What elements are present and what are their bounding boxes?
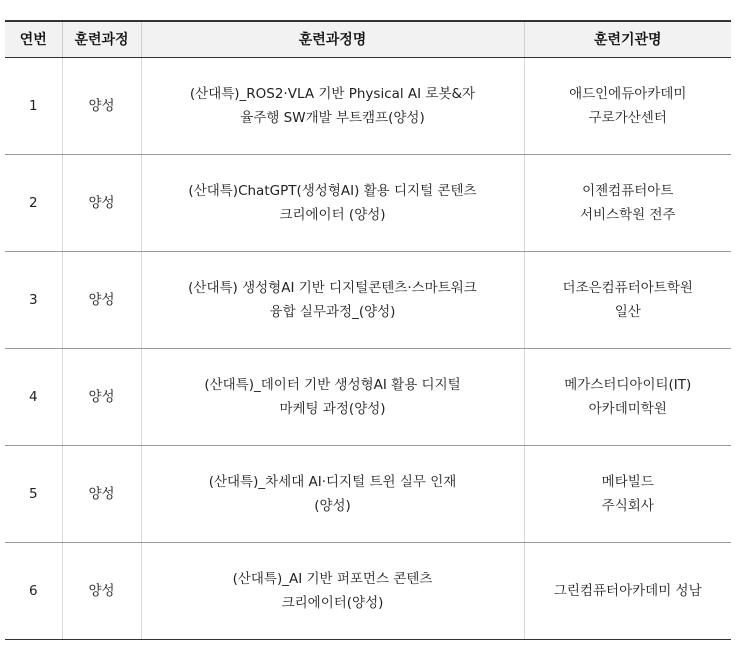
course-name-line: (양성)	[314, 497, 351, 514]
institution-line: 그린컴퓨터아카데미 성남	[553, 582, 702, 599]
institution-line: 구로가산센터	[588, 109, 667, 126]
cell-course-name	[141, 348, 524, 445]
cell-institution	[524, 154, 731, 251]
institution-line: 이젠컴퓨터아트	[582, 182, 674, 199]
course-name-line: 율주행 SW개발 부트캠프(양성)	[240, 109, 425, 126]
cell-no: 2	[5, 154, 62, 251]
cell-no: 4	[5, 348, 62, 445]
cell-institution	[524, 348, 731, 445]
cell-institution	[524, 542, 731, 639]
cell-type: 양성	[62, 542, 141, 639]
institution-line: 더조은컴퓨터아트학원	[562, 279, 693, 296]
header-row	[5, 21, 731, 57]
cell-course-name	[141, 445, 524, 542]
course-name-line: (산대특)_AI 기반 퍼포먼스 콘텐츠	[232, 570, 433, 587]
course-name-line: (산대특)_ROS2·VLA 기반 Physical AI 로봇&자	[189, 85, 476, 102]
cell-no: 5	[5, 445, 62, 542]
table-row	[5, 542, 731, 639]
cell-institution	[524, 57, 731, 154]
cell-institution	[524, 251, 731, 348]
header-institution: 훈련기관명	[524, 21, 731, 57]
cell-type: 양성	[62, 445, 141, 542]
course-name-line: (산대특) 생성형AI 기반 디지털콘텐츠·스마트워크	[188, 279, 477, 296]
training-course-table-wrapper	[5, 20, 731, 640]
institution-line: 일산	[614, 303, 641, 320]
institution-line: 애드인에듀아카데미	[569, 85, 687, 102]
institution-line: 서비스학원 전주	[579, 206, 676, 223]
table-row	[5, 154, 731, 251]
table-row	[5, 445, 731, 542]
cell-type: 양성	[62, 251, 141, 348]
cell-no: 1	[5, 57, 62, 154]
table-row	[5, 348, 731, 445]
cell-institution	[524, 445, 731, 542]
cell-course-name	[141, 57, 524, 154]
cell-course-name	[141, 154, 524, 251]
cell-no: 6	[5, 542, 62, 639]
cell-course-name	[141, 542, 524, 639]
institution-line: 메타빌드	[601, 473, 654, 490]
institution-line: 아카데미학원	[588, 400, 667, 417]
table-body	[5, 57, 731, 639]
cell-type: 양성	[62, 57, 141, 154]
course-name-line: (산대특)ChatGPT(생성형AI) 활용 디지털 콘텐츠	[188, 182, 477, 199]
table-row	[5, 251, 731, 348]
cell-type: 양성	[62, 154, 141, 251]
course-name-line: 크리에이터(양성)	[281, 594, 384, 611]
cell-no: 3	[5, 251, 62, 348]
training-course-table	[5, 20, 731, 640]
table-header	[5, 21, 731, 57]
header-course-name: 훈련과정명	[141, 21, 524, 57]
institution-line: 주식회사	[601, 497, 654, 514]
cell-course-name	[141, 251, 524, 348]
table-row	[5, 57, 731, 154]
course-name-line: 융합 실무과정_(양성)	[269, 303, 396, 320]
cell-type: 양성	[62, 348, 141, 445]
course-name-line: (산대특)_데이터 기반 생성형AI 활용 디지털	[204, 376, 461, 393]
course-name-line: 크리에이터 (양성)	[279, 206, 386, 223]
institution-line: 메가스터디아이티(IT)	[564, 376, 692, 393]
header-no: 연번	[5, 21, 62, 57]
course-name-line: 마케팅 과정(양성)	[279, 400, 386, 417]
header-type: 훈련과정	[62, 21, 141, 57]
course-name-line: (산대특)_차세대 AI·디지털 트윈 실무 인재	[208, 473, 457, 490]
